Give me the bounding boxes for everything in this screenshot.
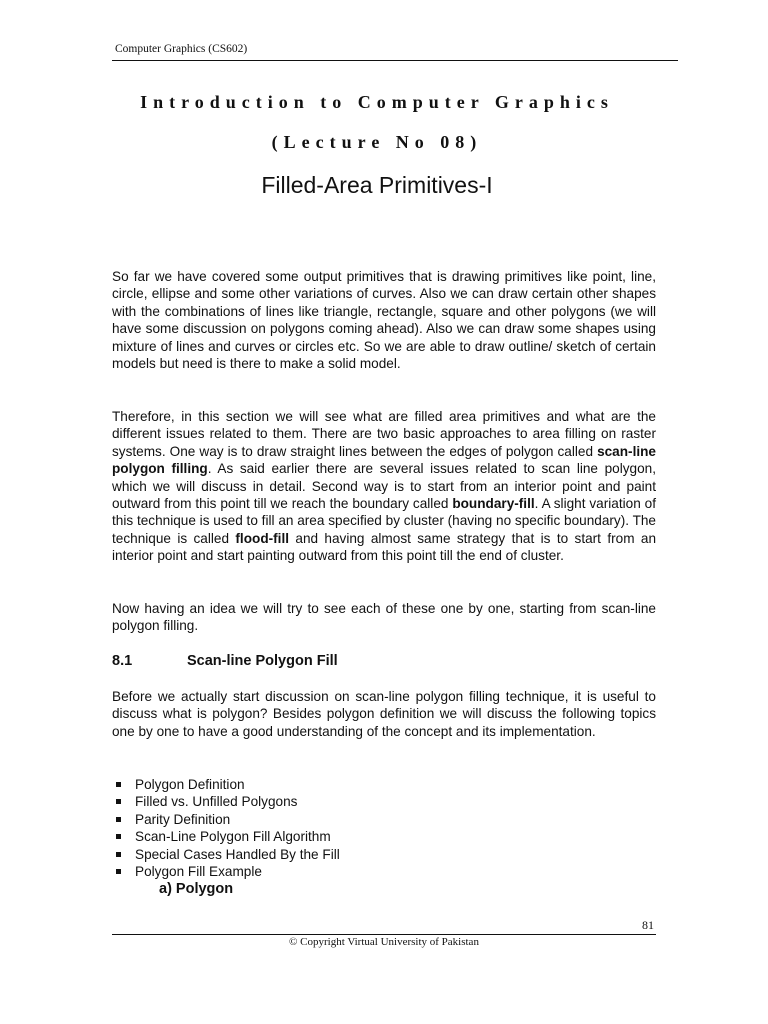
- bullet-icon: [116, 834, 121, 839]
- lecture-number: (Lecture No 08): [271, 132, 483, 152]
- bullet-icon: [116, 852, 121, 857]
- section-title: Scan-line Polygon Fill: [187, 653, 338, 669]
- section-heading: [112, 653, 338, 669]
- list-item-text: Special Cases Handled By the Fill: [135, 846, 340, 862]
- list-item: [116, 846, 340, 863]
- list-item-text: Parity Definition: [135, 811, 231, 827]
- term-flood-fill: flood-fill: [235, 530, 290, 546]
- term-scan-line-polygon-filling: scan-line polygon filling: [112, 443, 656, 477]
- intro-paragraph: So far we have covered some output primitives that is drawing primitives like point, line, circle, ellipse and some other variations of curves. Also we can draw certain other shapes with the combinations of lines like triangle, rectangle, square and other polygons (we will have some discussion on polygons coming ahead). Also we can draw some shapes using mixture of lines and curves or circles etc. So we are able to draw outline/ sketch of certain models but need is there to make a solid model.: [112, 269, 656, 372]
- bullet-icon: [116, 782, 121, 787]
- page-number: 81: [642, 918, 654, 932]
- topic-list: [116, 776, 340, 880]
- list-item-text: Scan-Line Polygon Fill Algorithm: [135, 829, 331, 845]
- bullet-icon: [116, 799, 121, 804]
- header-divider: [112, 60, 678, 61]
- list-item-text: Polygon Definition: [135, 777, 245, 792]
- footer-divider: [112, 934, 656, 935]
- course-title: Introduction to Computer Graphics: [140, 92, 614, 112]
- list-item-text: Polygon Fill Example: [135, 864, 262, 880]
- term-boundary-fill: boundary-fill: [452, 496, 535, 512]
- transition-paragraph: Now having an idea we will try to see each of these one by one, starting from scan-line polygon filling.: [112, 601, 656, 634]
- bullet-icon: [116, 817, 121, 822]
- list-item: [116, 776, 340, 793]
- paragraph-text: . As said earlier there are several issues related to scan line polygon, which we will discuss in detail. Second way is to start from an interior point and paint outward from this point till we reach the boundary called: [112, 461, 657, 512]
- paragraph-text: . A slight variation of this technique is used to fill an area specified by cluster (having no specific boundary). The technique is called: [112, 496, 656, 546]
- approaches-paragraph: [112, 408, 656, 565]
- section-intro-paragraph: Before we actually start discussion on scan-line polygon filling technique, it is useful to discuss what is polygon? Besides polygon definition we will discuss the following topics one by one to have a good understanding of the concept and its implementation.: [112, 689, 656, 739]
- list-item-text: Filled vs. Unfilled Polygons: [135, 794, 298, 810]
- copyright-footer: © Copyright Virtual University of Pakistan: [289, 936, 479, 948]
- list-item: [116, 863, 340, 880]
- list-item: [116, 811, 340, 828]
- list-item: [116, 793, 340, 810]
- subsection-heading: a) Polygon: [159, 881, 234, 897]
- list-item: [116, 828, 340, 845]
- paragraph-text: and having almost same strategy that is to start from an interior point and start painting outward from this point till the end of cluster.: [112, 530, 656, 564]
- chapter-title: Filled-Area Primitives-I: [261, 172, 493, 198]
- bullet-icon: [116, 869, 121, 874]
- paragraph-text: Therefore, in this section we will see what are filled area primitives and what are the different issues related to them. There are two basic approaches to area filling on raster systems. One way is to draw straight lines between the edges of polygon called: [112, 409, 656, 459]
- section-number: 8.1: [112, 653, 133, 669]
- running-header: Computer Graphics (CS602): [115, 43, 248, 55]
